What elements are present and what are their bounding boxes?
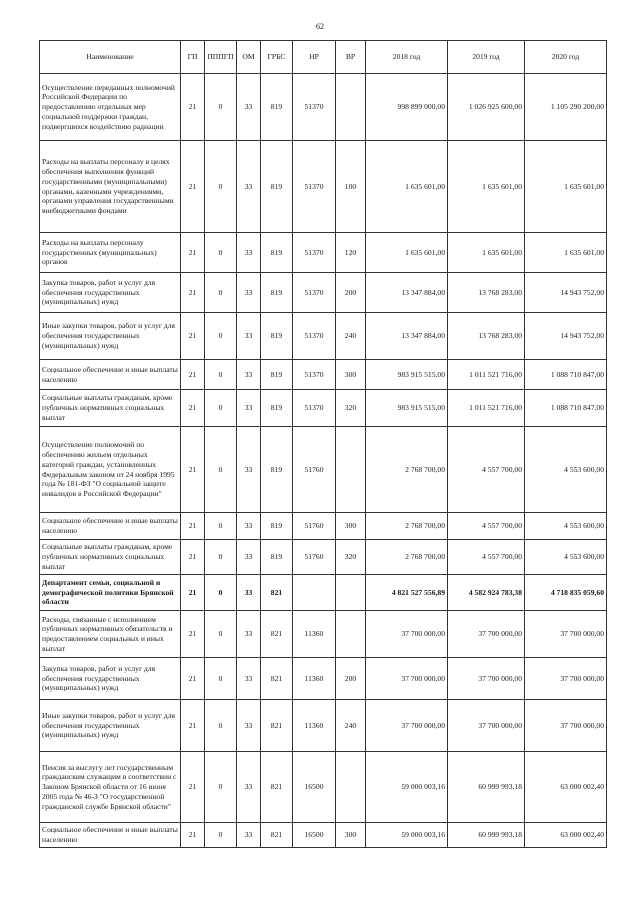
table-row xyxy=(40,540,607,575)
grbs-cell: 819 xyxy=(261,141,293,233)
grbs-cell: 819 xyxy=(261,360,293,390)
nr-cell: 51760 xyxy=(293,540,336,575)
amount-2018: 59 000 003,16 xyxy=(366,823,448,848)
amount-2019: 60 999 993,18 xyxy=(448,752,525,823)
amount-2019: 1 635 601,00 xyxy=(448,233,525,273)
row-name: Социальные выплаты гражданам, кроме публичных нормативных социальных выплат xyxy=(40,540,181,575)
pppgp-cell: 0 xyxy=(205,273,237,313)
vr-cell: 300 xyxy=(336,360,366,390)
amount-2019: 4 557 700,00 xyxy=(448,513,525,540)
amount-2019: 4 557 700,00 xyxy=(448,427,525,513)
pppgp-cell: 0 xyxy=(205,427,237,513)
vr-cell xyxy=(336,427,366,513)
row-name: Расходы, связанные с исполнением публичных нормативных обязательств и предоставлением социальных и иных выплат xyxy=(40,611,181,658)
om-cell: 33 xyxy=(237,575,261,611)
row-name: Закупка товаров, работ и услуг для обеспечения государственных (муниципальных) нужд xyxy=(40,273,181,313)
header-pppgp: ПППГП xyxy=(205,41,237,74)
row-name: Иные закупки товаров, работ и услуг для обеспечения государственных (муниципальных) нужд xyxy=(40,313,181,360)
grbs-cell: 819 xyxy=(261,273,293,313)
grbs-cell: 821 xyxy=(261,752,293,823)
amount-2020: 37 700 000,00 xyxy=(525,658,607,700)
table-row xyxy=(40,752,607,823)
nr-cell: 51370 xyxy=(293,360,336,390)
amount-2019: 1 635 601,00 xyxy=(448,141,525,233)
gp-cell: 21 xyxy=(181,390,205,427)
amount-2020: 4 718 835 059,60 xyxy=(525,575,607,611)
header-2020: 2020 год xyxy=(525,41,607,74)
table-row xyxy=(40,823,607,848)
pppgp-cell: 0 xyxy=(205,74,237,141)
pppgp-cell: 0 xyxy=(205,233,237,273)
amount-2019: 37 700 000,00 xyxy=(448,611,525,658)
table-row xyxy=(40,700,607,752)
gp-cell: 21 xyxy=(181,823,205,848)
nr-cell: 16500 xyxy=(293,752,336,823)
row-name: Осуществление полномочий по обеспечению жильем отдельных категорий граждан, установленных Федеральным законом от 24 ноября 1995 года № 181-ФЗ "О социальной защите инвалидов в Российской Федерации" xyxy=(40,427,181,513)
amount-2018: 13 347 884,00 xyxy=(366,313,448,360)
amount-2020: 63 000 002,40 xyxy=(525,823,607,848)
nr-cell: 51370 xyxy=(293,390,336,427)
amount-2019: 1 011 521 716,00 xyxy=(448,360,525,390)
table-row xyxy=(40,141,607,233)
gp-cell: 21 xyxy=(181,427,205,513)
amount-2019: 4 557 700,00 xyxy=(448,540,525,575)
grbs-cell: 821 xyxy=(261,658,293,700)
om-cell: 33 xyxy=(237,313,261,360)
amount-2019: 13 768 283,00 xyxy=(448,313,525,360)
row-name: Социальные выплаты гражданам, кроме публичных нормативных социальных выплат xyxy=(40,390,181,427)
table-body xyxy=(40,74,607,848)
pppgp-cell: 0 xyxy=(205,700,237,752)
amount-2020: 1 635 601,00 xyxy=(525,141,607,233)
row-name: Социальное обеспечение и иные выплаты населению xyxy=(40,360,181,390)
grbs-cell: 821 xyxy=(261,575,293,611)
table-row xyxy=(40,313,607,360)
nr-cell: 11360 xyxy=(293,658,336,700)
nr-cell: 51370 xyxy=(293,74,336,141)
pppgp-cell: 0 xyxy=(205,141,237,233)
gp-cell: 21 xyxy=(181,513,205,540)
gp-cell: 21 xyxy=(181,700,205,752)
amount-2020: 37 700 000,00 xyxy=(525,700,607,752)
pppgp-cell: 0 xyxy=(205,611,237,658)
table-header-row xyxy=(40,41,607,74)
amount-2018: 59 000 003,16 xyxy=(366,752,448,823)
amount-2019: 37 700 000,00 xyxy=(448,658,525,700)
row-name: Пенсия за выслугу лет государственным гражданским служащим в соответствии с Законом Брянской области от 16 июня 2005 года № 46-З "О государственной гражданской службе Брянской области" xyxy=(40,752,181,823)
grbs-cell: 821 xyxy=(261,611,293,658)
table-row xyxy=(40,74,607,141)
pppgp-cell: 0 xyxy=(205,313,237,360)
grbs-cell: 819 xyxy=(261,513,293,540)
vr-cell: 320 xyxy=(336,390,366,427)
pppgp-cell: 0 xyxy=(205,575,237,611)
amount-2019: 1 026 925 600,00 xyxy=(448,74,525,141)
row-name: Социальное обеспечение и иные выплаты населению xyxy=(40,513,181,540)
pppgp-cell: 0 xyxy=(205,823,237,848)
row-name: Иные закупки товаров, работ и услуг для обеспечения государственных (муниципальных) нужд xyxy=(40,700,181,752)
nr-cell: 51760 xyxy=(293,513,336,540)
pppgp-cell: 0 xyxy=(205,752,237,823)
amount-2020: 4 553 600,00 xyxy=(525,427,607,513)
om-cell: 33 xyxy=(237,540,261,575)
vr-cell xyxy=(336,575,366,611)
om-cell: 33 xyxy=(237,611,261,658)
amount-2018: 37 700 000,00 xyxy=(366,700,448,752)
om-cell: 33 xyxy=(237,74,261,141)
vr-cell: 200 xyxy=(336,273,366,313)
pppgp-cell: 0 xyxy=(205,658,237,700)
vr-cell xyxy=(336,611,366,658)
grbs-cell: 819 xyxy=(261,390,293,427)
gp-cell: 21 xyxy=(181,575,205,611)
vr-cell xyxy=(336,74,366,141)
grbs-cell: 819 xyxy=(261,540,293,575)
om-cell: 33 xyxy=(237,823,261,848)
vr-cell: 300 xyxy=(336,513,366,540)
table-row xyxy=(40,611,607,658)
row-name: Департамент семьи, социальной и демографической политики Брянской области xyxy=(40,575,181,611)
nr-cell: 11360 xyxy=(293,700,336,752)
grbs-cell: 819 xyxy=(261,74,293,141)
table-row xyxy=(40,273,607,313)
table-row xyxy=(40,513,607,540)
amount-2018: 983 915 515,00 xyxy=(366,360,448,390)
amount-2020: 14 943 752,00 xyxy=(525,273,607,313)
table-row xyxy=(40,658,607,700)
amount-2020: 1 635 601,00 xyxy=(525,233,607,273)
nr-cell: 51760 xyxy=(293,427,336,513)
gp-cell: 21 xyxy=(181,360,205,390)
grbs-cell: 819 xyxy=(261,427,293,513)
header-2018: 2018 год xyxy=(366,41,448,74)
amount-2020: 1 088 710 847,00 xyxy=(525,390,607,427)
nr-cell xyxy=(293,575,336,611)
row-name: Социальное обеспечение и иные выплаты населению xyxy=(40,823,181,848)
grbs-cell: 819 xyxy=(261,313,293,360)
page-number: 62 xyxy=(316,22,324,31)
pppgp-cell: 0 xyxy=(205,390,237,427)
header-name: Наименование xyxy=(40,41,181,74)
vr-cell xyxy=(336,752,366,823)
om-cell: 33 xyxy=(237,513,261,540)
vr-cell: 120 xyxy=(336,233,366,273)
amount-2020: 4 553 600,00 xyxy=(525,540,607,575)
gp-cell: 21 xyxy=(181,752,205,823)
om-cell: 33 xyxy=(237,360,261,390)
gp-cell: 21 xyxy=(181,611,205,658)
header-nr: НР xyxy=(293,41,336,74)
table-row xyxy=(40,360,607,390)
pppgp-cell: 0 xyxy=(205,360,237,390)
gp-cell: 21 xyxy=(181,74,205,141)
nr-cell: 51370 xyxy=(293,273,336,313)
amount-2020: 4 553 600,00 xyxy=(525,513,607,540)
om-cell: 33 xyxy=(237,752,261,823)
amount-2018: 1 635 601,00 xyxy=(366,233,448,273)
om-cell: 33 xyxy=(237,658,261,700)
pppgp-cell: 0 xyxy=(205,540,237,575)
table-row xyxy=(40,427,607,513)
grbs-cell: 819 xyxy=(261,233,293,273)
nr-cell: 11360 xyxy=(293,611,336,658)
nr-cell: 51370 xyxy=(293,141,336,233)
om-cell: 33 xyxy=(237,427,261,513)
gp-cell: 21 xyxy=(181,540,205,575)
table-row xyxy=(40,575,607,611)
nr-cell: 51370 xyxy=(293,233,336,273)
vr-cell: 320 xyxy=(336,540,366,575)
pppgp-cell: 0 xyxy=(205,513,237,540)
vr-cell: 240 xyxy=(336,313,366,360)
amount-2018: 2 768 700,00 xyxy=(366,513,448,540)
row-name: Расходы на выплаты персоналу государственных (муниципальных) органов xyxy=(40,233,181,273)
grbs-cell: 821 xyxy=(261,700,293,752)
gp-cell: 21 xyxy=(181,141,205,233)
om-cell: 33 xyxy=(237,390,261,427)
gp-cell: 21 xyxy=(181,233,205,273)
amount-2019: 60 999 993,18 xyxy=(448,823,525,848)
row-name: Закупка товаров, работ и услуг для обеспечения государственных (муниципальных) нужд xyxy=(40,658,181,700)
amount-2018: 2 768 700,00 xyxy=(366,427,448,513)
amount-2018: 998 899 000,00 xyxy=(366,74,448,141)
amount-2020: 1 088 710 847,00 xyxy=(525,360,607,390)
amount-2020: 63 000 002,40 xyxy=(525,752,607,823)
amount-2020: 1 105 290 200,00 xyxy=(525,74,607,141)
gp-cell: 21 xyxy=(181,273,205,313)
vr-cell: 100 xyxy=(336,141,366,233)
table-row xyxy=(40,390,607,427)
om-cell: 33 xyxy=(237,273,261,313)
amount-2018: 983 915 515,00 xyxy=(366,390,448,427)
nr-cell: 16500 xyxy=(293,823,336,848)
amount-2019: 13 768 283,00 xyxy=(448,273,525,313)
budget-table xyxy=(39,40,607,848)
amount-2019: 1 011 521 716,00 xyxy=(448,390,525,427)
row-name: Осуществление переданных полномочий Российской Федерации по предоставлению отдельных мер социальной поддержки граждан, подвергшихся воздействию радиации xyxy=(40,74,181,141)
amount-2019: 4 582 924 783,38 xyxy=(448,575,525,611)
om-cell: 33 xyxy=(237,700,261,752)
amount-2018: 37 700 000,00 xyxy=(366,611,448,658)
vr-cell: 200 xyxy=(336,658,366,700)
amount-2018: 4 821 527 556,89 xyxy=(366,575,448,611)
header-gp: ГП xyxy=(181,41,205,74)
amount-2018: 1 635 601,00 xyxy=(366,141,448,233)
header-vr: ВР xyxy=(336,41,366,74)
header-om: ОМ xyxy=(237,41,261,74)
row-name: Расходы на выплаты персоналу в целях обеспечения выполнения функций государственными (муниципальными) органами, казенными учреждениями, органами управления государственными внебюджетными фондами xyxy=(40,141,181,233)
om-cell: 33 xyxy=(237,141,261,233)
amount-2018: 13 347 884,00 xyxy=(366,273,448,313)
vr-cell: 240 xyxy=(336,700,366,752)
amount-2018: 37 700 000,00 xyxy=(366,658,448,700)
header-grbs: ГРБС xyxy=(261,41,293,74)
table-row xyxy=(40,233,607,273)
nr-cell: 51370 xyxy=(293,313,336,360)
amount-2019: 37 700 000,00 xyxy=(448,700,525,752)
gp-cell: 21 xyxy=(181,313,205,360)
vr-cell: 300 xyxy=(336,823,366,848)
amount-2020: 14 943 752,00 xyxy=(525,313,607,360)
grbs-cell: 821 xyxy=(261,823,293,848)
gp-cell: 21 xyxy=(181,658,205,700)
om-cell: 33 xyxy=(237,233,261,273)
header-2019: 2019 год xyxy=(448,41,525,74)
amount-2018: 2 768 700,00 xyxy=(366,540,448,575)
amount-2020: 37 700 000,00 xyxy=(525,611,607,658)
